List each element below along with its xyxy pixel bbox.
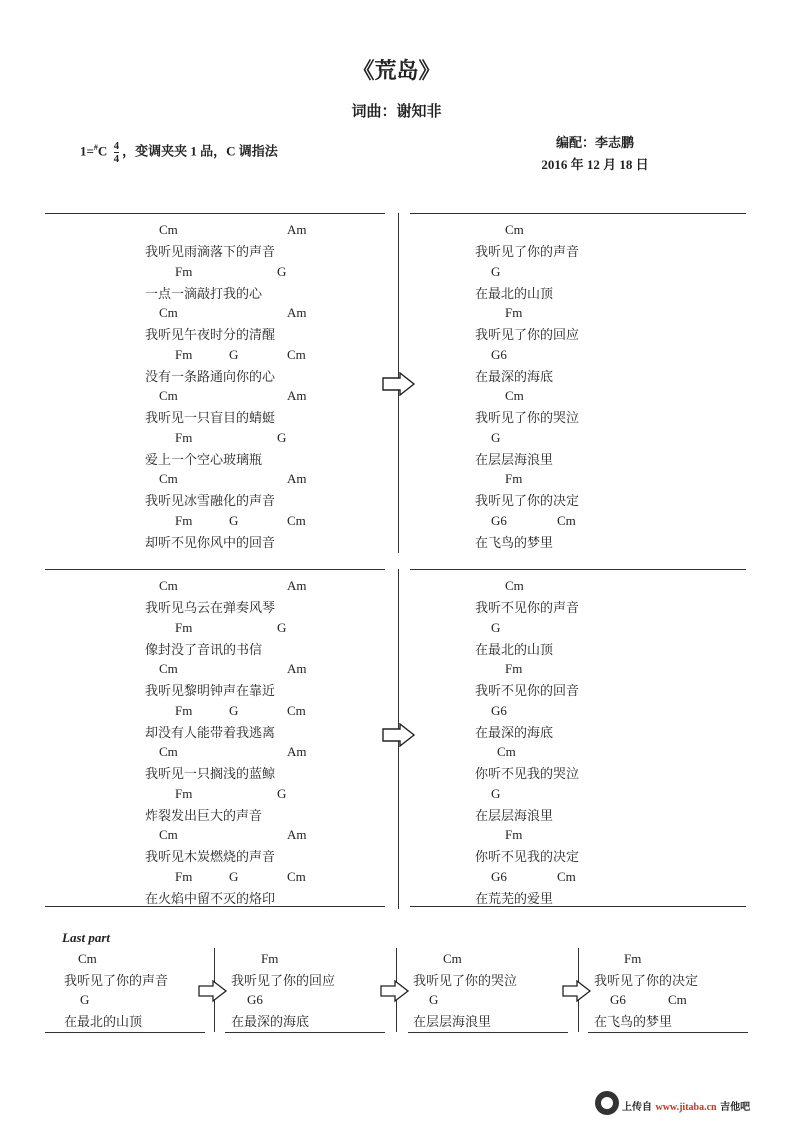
chord-symbol: Cm [497, 744, 516, 759]
lyric-line: 我听见冰雪融化的声音 [145, 494, 276, 509]
chord-symbol: Fm [175, 512, 193, 528]
chord-symbol: Am [287, 305, 307, 320]
lyric-line: 你听不见我的哭泣 [475, 767, 580, 782]
chord-symbol: Am [287, 222, 307, 237]
chord-symbol: G [491, 429, 501, 445]
lyric-line: 在层层海浪里 [413, 1015, 492, 1030]
lyric-line: 我听见了你的声音 [64, 974, 169, 989]
chord-symbol: Am [287, 388, 307, 403]
chord-symbol: Cm [159, 471, 178, 486]
last-block1-bottom-rule [45, 1032, 205, 1033]
chord-symbol: G [429, 992, 439, 1007]
lyric-line: 在层层海浪里 [475, 808, 554, 824]
jitaba-logo-icon [595, 1091, 619, 1115]
chord-symbol: Cm [159, 222, 178, 237]
time-bottom: 4 [113, 153, 120, 165]
time-signature [114, 140, 120, 165]
chord-symbol: G6 [247, 992, 263, 1007]
chord-symbol: G6 [491, 868, 507, 884]
chord-symbol: Cm [443, 951, 462, 966]
chord-symbol: G [491, 263, 501, 279]
arrangement-date: 2016 年 12 月 18 日 [541, 157, 649, 172]
lyric-line: 我听见午夜时分的清醒 [145, 328, 276, 343]
section2-right-bottom-rule [410, 906, 746, 907]
lyric-line: 爱上一个空心玻璃瓶 [145, 452, 263, 468]
lyric-line: 我听见黎明钟声在靠近 [145, 684, 276, 699]
footer-credit [622, 1098, 750, 1113]
lyric-line: 我听见了你的声音 [475, 245, 580, 260]
lyric-line: 炸裂发出巨大的声音 [145, 808, 263, 824]
footer-site-link[interactable]: www.jitaba.cn [655, 1102, 717, 1113]
arrow-right-icon [380, 980, 410, 1002]
chord-symbol: Fm [175, 702, 193, 718]
chord-symbol: Cm [159, 661, 178, 676]
chord-symbol: Cm [159, 578, 178, 593]
last-block2-bottom-rule [225, 1032, 385, 1033]
arrow-right-icon [382, 723, 416, 747]
chord-symbol: Fm [624, 951, 642, 966]
chord-symbol: Cm [668, 992, 687, 1007]
lyric-line: 在最北的山顶 [475, 642, 554, 658]
capo-text: ，变调夹夹 1 品，C 调指法 [122, 143, 278, 159]
section2-right-top-rule [410, 569, 746, 570]
chord-symbol: Fm [261, 951, 279, 966]
lyric-line: 我听见一只盲目的蜻蜓 [145, 411, 276, 426]
lyric-line: 却没有人能带着我逃离 [145, 725, 276, 741]
lyric-line: 在飞鸟的梦里 [475, 535, 554, 551]
section1-right-top-rule [410, 213, 746, 214]
chord-symbol: Fm [175, 868, 193, 884]
lyric-line: 我听见雨滴落下的声音 [145, 245, 276, 260]
song-title: 《荒岛》 [352, 58, 441, 84]
chord-symbol: Am [287, 744, 307, 759]
section1-left-top-rule [45, 213, 385, 214]
lyric-line: 在火焰中留不灭的烙印 [145, 891, 276, 907]
chord-symbol: Am [287, 661, 307, 676]
lyric-line: 没有一条路通向你的心 [145, 369, 276, 385]
chord-symbol: G [277, 785, 287, 801]
chord-symbol: Cm [287, 512, 306, 528]
chord-symbol: G [80, 992, 90, 1007]
lyric-line: 我听见了你的哭泣 [475, 411, 580, 426]
lyric-line: 像封没了音讯的书信 [145, 642, 263, 658]
lyric-line: 在最深的海底 [475, 369, 554, 385]
chord-symbol: G [277, 429, 287, 445]
chord-symbol: G [491, 619, 501, 635]
chord-symbol: Cm [557, 512, 576, 528]
chord-symbol: Fm [505, 827, 523, 842]
chord-symbol: G6 [491, 512, 507, 528]
chord-symbol: G [229, 512, 239, 528]
time-top: 4 [113, 140, 120, 152]
lyric-line: 我听见一只搁浅的蓝鲸 [145, 767, 276, 782]
chord-symbol: Am [287, 471, 307, 486]
chord-symbol: Cm [287, 702, 306, 718]
lyric-line: 我听见了你的决定 [594, 974, 699, 989]
chord-symbol: Fm [175, 619, 193, 635]
lyric-line: 在荒芜的爱里 [475, 891, 554, 907]
footer-uploaded: 上传自 [622, 1102, 652, 1113]
lyric-line: 在飞鸟的梦里 [594, 1015, 673, 1030]
lyric-line: 在最北的山顶 [64, 1015, 143, 1030]
last-block4-bottom-rule [588, 1032, 748, 1033]
chord-symbol: Cm [78, 951, 97, 966]
lyric-line: 在层层海浪里 [475, 452, 554, 468]
chord-symbol: G6 [491, 702, 507, 718]
lyric-line: 在最北的山顶 [475, 286, 554, 302]
chord-symbol: Am [287, 578, 307, 593]
chord-symbol: Cm [505, 388, 524, 403]
lyric-line: 我听见了你的回应 [231, 974, 336, 989]
chord-symbol: Cm [159, 744, 178, 759]
chord-symbol: G [277, 619, 287, 635]
chord-symbol: Cm [505, 222, 524, 237]
chord-symbol: Am [287, 827, 307, 842]
chord-symbol: Fm [175, 346, 193, 362]
lyrics-music-credit: 词曲：谢知非 [351, 102, 442, 120]
chord-symbol: G [277, 263, 287, 279]
arrow-right-icon [562, 980, 592, 1002]
chord-symbol: Fm [505, 661, 523, 676]
chord-symbol: Cm [505, 578, 524, 593]
lyric-line: 一点一滴敲打我的心 [145, 286, 263, 302]
lyric-line: 我听见了你的决定 [475, 494, 580, 509]
chord-symbol: Cm [557, 868, 576, 884]
chord-symbol: G [491, 785, 501, 801]
chord-symbol: Fm [175, 429, 193, 445]
key-prefix: 1= [80, 143, 94, 159]
chord-symbol: G [229, 868, 239, 884]
lyric-line: 我听见乌云在弹奏风琴 [145, 601, 276, 616]
chord-symbol: Cm [159, 388, 178, 403]
lyric-line: 我听不见你的回音 [475, 684, 580, 699]
lyric-line: 我听见了你的哭泣 [413, 974, 518, 989]
chord-symbol: G [229, 702, 239, 718]
chord-symbol: Fm [505, 471, 523, 486]
chord-symbol: Fm [175, 785, 193, 801]
last-part-label: Last part [62, 930, 111, 945]
chord-symbol: Cm [159, 305, 178, 320]
key-note: C [97, 143, 108, 159]
chord-symbol: Cm [287, 868, 306, 884]
arrow-right-icon [198, 980, 228, 1002]
chord-symbol: G6 [491, 346, 507, 362]
lyric-line: 在最深的海底 [231, 1015, 310, 1030]
chord-symbol: G6 [610, 992, 626, 1007]
arranger: 编配：李志鹏 [555, 136, 634, 151]
footer-site-name: 吉他吧 [720, 1102, 751, 1113]
arrow-right-icon [382, 372, 416, 396]
chord-symbol: Cm [287, 346, 306, 362]
chord-symbol: Fm [505, 305, 523, 320]
chord-symbol: G [229, 346, 239, 362]
lyric-line: 你听不见我的决定 [475, 850, 580, 865]
lyric-line: 我听不见你的声音 [475, 601, 580, 616]
key-sharp: # [93, 143, 98, 153]
key-signature [80, 140, 278, 165]
lyric-line: 却听不见你风中的回音 [145, 535, 276, 551]
lyric-line: 我听见了你的回应 [475, 328, 580, 343]
lyric-line: 在最深的海底 [475, 725, 554, 741]
lyric-line: 我听见木炭燃烧的声音 [145, 850, 276, 865]
last-block3-bottom-rule [408, 1032, 568, 1033]
section2-left-top-rule [45, 569, 385, 570]
chord-symbol: Cm [159, 827, 178, 842]
chord-symbol: Fm [175, 263, 193, 279]
